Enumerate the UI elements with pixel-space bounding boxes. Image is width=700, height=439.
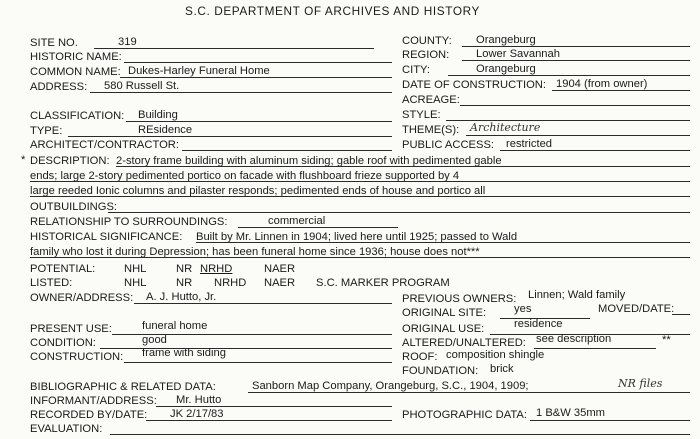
foundation-value: brick (490, 363, 514, 375)
form-header: S.C. DEPARTMENT OF ARCHIVES AND HISTORY (185, 4, 481, 18)
original-use-value: residence (514, 318, 563, 330)
architect-label: ARCHITECT/CONTRACTOR: (30, 139, 179, 151)
informant-label: INFORMANT/ADDRESS: (30, 395, 157, 407)
foundation-label: FOUNDATION: (402, 365, 479, 377)
condition-value: good (142, 334, 167, 346)
potential-nhl: NHL (124, 263, 147, 275)
description-rule-1 (116, 154, 690, 167)
address-label: ADDRESS: (30, 81, 88, 93)
date-construction-label: DATE OF CONSTRUCTION: (402, 79, 546, 91)
relationship-value: commercial (268, 215, 326, 227)
description-rule-2 (30, 169, 690, 182)
historical-label: HISTORICAL SIGNIFICANCE: (30, 231, 183, 243)
region-label: REGION: (402, 49, 450, 61)
architect-line (182, 138, 392, 151)
owner-label: OWNER/ADDRESS: (30, 292, 134, 304)
historical-rule-1 (196, 230, 690, 243)
public-access-label: PUBLIC ACCESS: (402, 139, 495, 151)
evaluation-line (110, 422, 690, 435)
original-site-value: yes (514, 303, 532, 315)
bibliographic-handwritten-note: NR files (618, 377, 663, 390)
description-rule-3 (30, 184, 690, 197)
county-label: COUNTY: (402, 35, 452, 47)
photographic-value: 1 B&W 35mm (536, 407, 606, 419)
construction-value: frame with siding (142, 347, 226, 359)
acreage-label: ACREAGE: (402, 94, 460, 106)
site-no-value: 319 (118, 36, 137, 48)
historic-name-line (124, 50, 392, 63)
description-line-3: large reeded Ionic columns and pilaster responds; pedimented ends of house and portico all (30, 185, 486, 197)
original-use-label: ORIGINAL USE: (402, 323, 485, 335)
condition-label: CONDITION: (30, 337, 96, 349)
common-name-label: COMMON NAME: (30, 66, 121, 78)
region-value: Lower Savannah (476, 48, 560, 60)
address-value: 580 Russell St. (104, 80, 180, 92)
themes-handwritten-value: Architecture (470, 121, 541, 134)
description-line-2: ends; large 2-story pedimented portico on facade with flushboard frieze supported by 4 (30, 170, 460, 182)
photographic-label: PHOTOGRAPHIC DATA: (402, 409, 527, 421)
potential-nrhd: NRHD (200, 263, 233, 275)
historical-line-1: Built by Mr. Linnen in 1904; lived here until 1925; passed to Wald (196, 231, 518, 243)
historical-line-2: family who lost it during Depression; has been funeral home since 1936; house does not*** (30, 246, 480, 258)
moved-date-line (672, 302, 690, 315)
potential-nr: NR (176, 263, 193, 275)
sc-marker-program: S.C. MARKER PROGRAM (316, 277, 450, 289)
potential-naer: NAER (264, 263, 296, 275)
style-label: STYLE: (402, 109, 441, 121)
previous-owners-label: PREVIOUS OWNERS: (402, 293, 517, 305)
type-label: TYPE: (30, 125, 63, 137)
themes-label: THEME(S): (402, 124, 460, 136)
bibliographic-value: Sanborn Map Company, Orangeburg, S.C., 1904, 1909; (252, 380, 529, 392)
altered-note-marker: ** (662, 334, 671, 346)
evaluation-label: EVALUATION: (30, 423, 103, 435)
bibliographic-label: BIBLIOGRAPHIC & RELATED DATA: (30, 381, 216, 393)
common-name-value: Dukes-Harley Funeral Home (128, 65, 270, 77)
city-value: Orangeburg (476, 63, 536, 75)
site-no-label: SITE NO. (30, 37, 78, 49)
historic-name-label: HISTORIC NAME: (30, 51, 122, 63)
recorded-value: JK 2/17/83 (170, 408, 224, 420)
construction-label: CONSTRUCTION: (30, 351, 124, 363)
type-value: REsidence (138, 124, 193, 136)
previous-owners-value: Linnen; Wald family (528, 289, 626, 301)
informant-value: Mr. Hutto (176, 394, 222, 406)
classification-value: Building (138, 109, 178, 121)
listed-label: LISTED: (30, 277, 73, 289)
roof-value: composition shingle (446, 349, 545, 361)
roof-label: ROOF: (402, 351, 438, 363)
historical-rule-2 (30, 245, 690, 258)
outbuildings-label: OUTBUILDINGS: (30, 201, 118, 213)
acreage-line (460, 93, 690, 106)
owner-value: A. J. Hutto, Jr. (146, 291, 217, 303)
city-label: CITY: (402, 64, 430, 76)
altered-value: see description (536, 333, 612, 345)
present-use-value: funeral home (142, 320, 208, 332)
outbuildings-line (108, 200, 690, 213)
original-site-label: ORIGINAL SITE: (402, 307, 487, 319)
listed-nrhd: NRHD (214, 277, 247, 289)
present-use-label: PRESENT USE: (30, 323, 112, 335)
classification-label: CLASSIFICATION: (30, 110, 125, 122)
recorded-label: RECORDED BY/DATE: (30, 409, 148, 421)
listed-nr: NR (176, 277, 193, 289)
county-value: Orangeburg (476, 34, 536, 46)
potential-label: POTENTIAL: (30, 263, 96, 275)
date-construction-value: 1904 (from owner) (556, 78, 648, 90)
listed-naer: NAER (264, 277, 296, 289)
description-label: DESCRIPTION: (30, 155, 110, 167)
listed-nhl: NHL (124, 277, 147, 289)
type-line (68, 124, 392, 137)
relationship-label: RELATIONSHIP TO SURROUNDINGS: (30, 216, 228, 228)
altered-label: ALTERED/UNALTERED: (402, 337, 526, 349)
style-line (446, 108, 690, 121)
public-access-value: restricted (506, 138, 553, 150)
description-marker: * (21, 154, 26, 166)
moved-date-label: MOVED/DATE: (598, 303, 675, 315)
description-line-1: 2-story frame building with aluminum siding; gable roof with pedimented gable (116, 155, 502, 167)
